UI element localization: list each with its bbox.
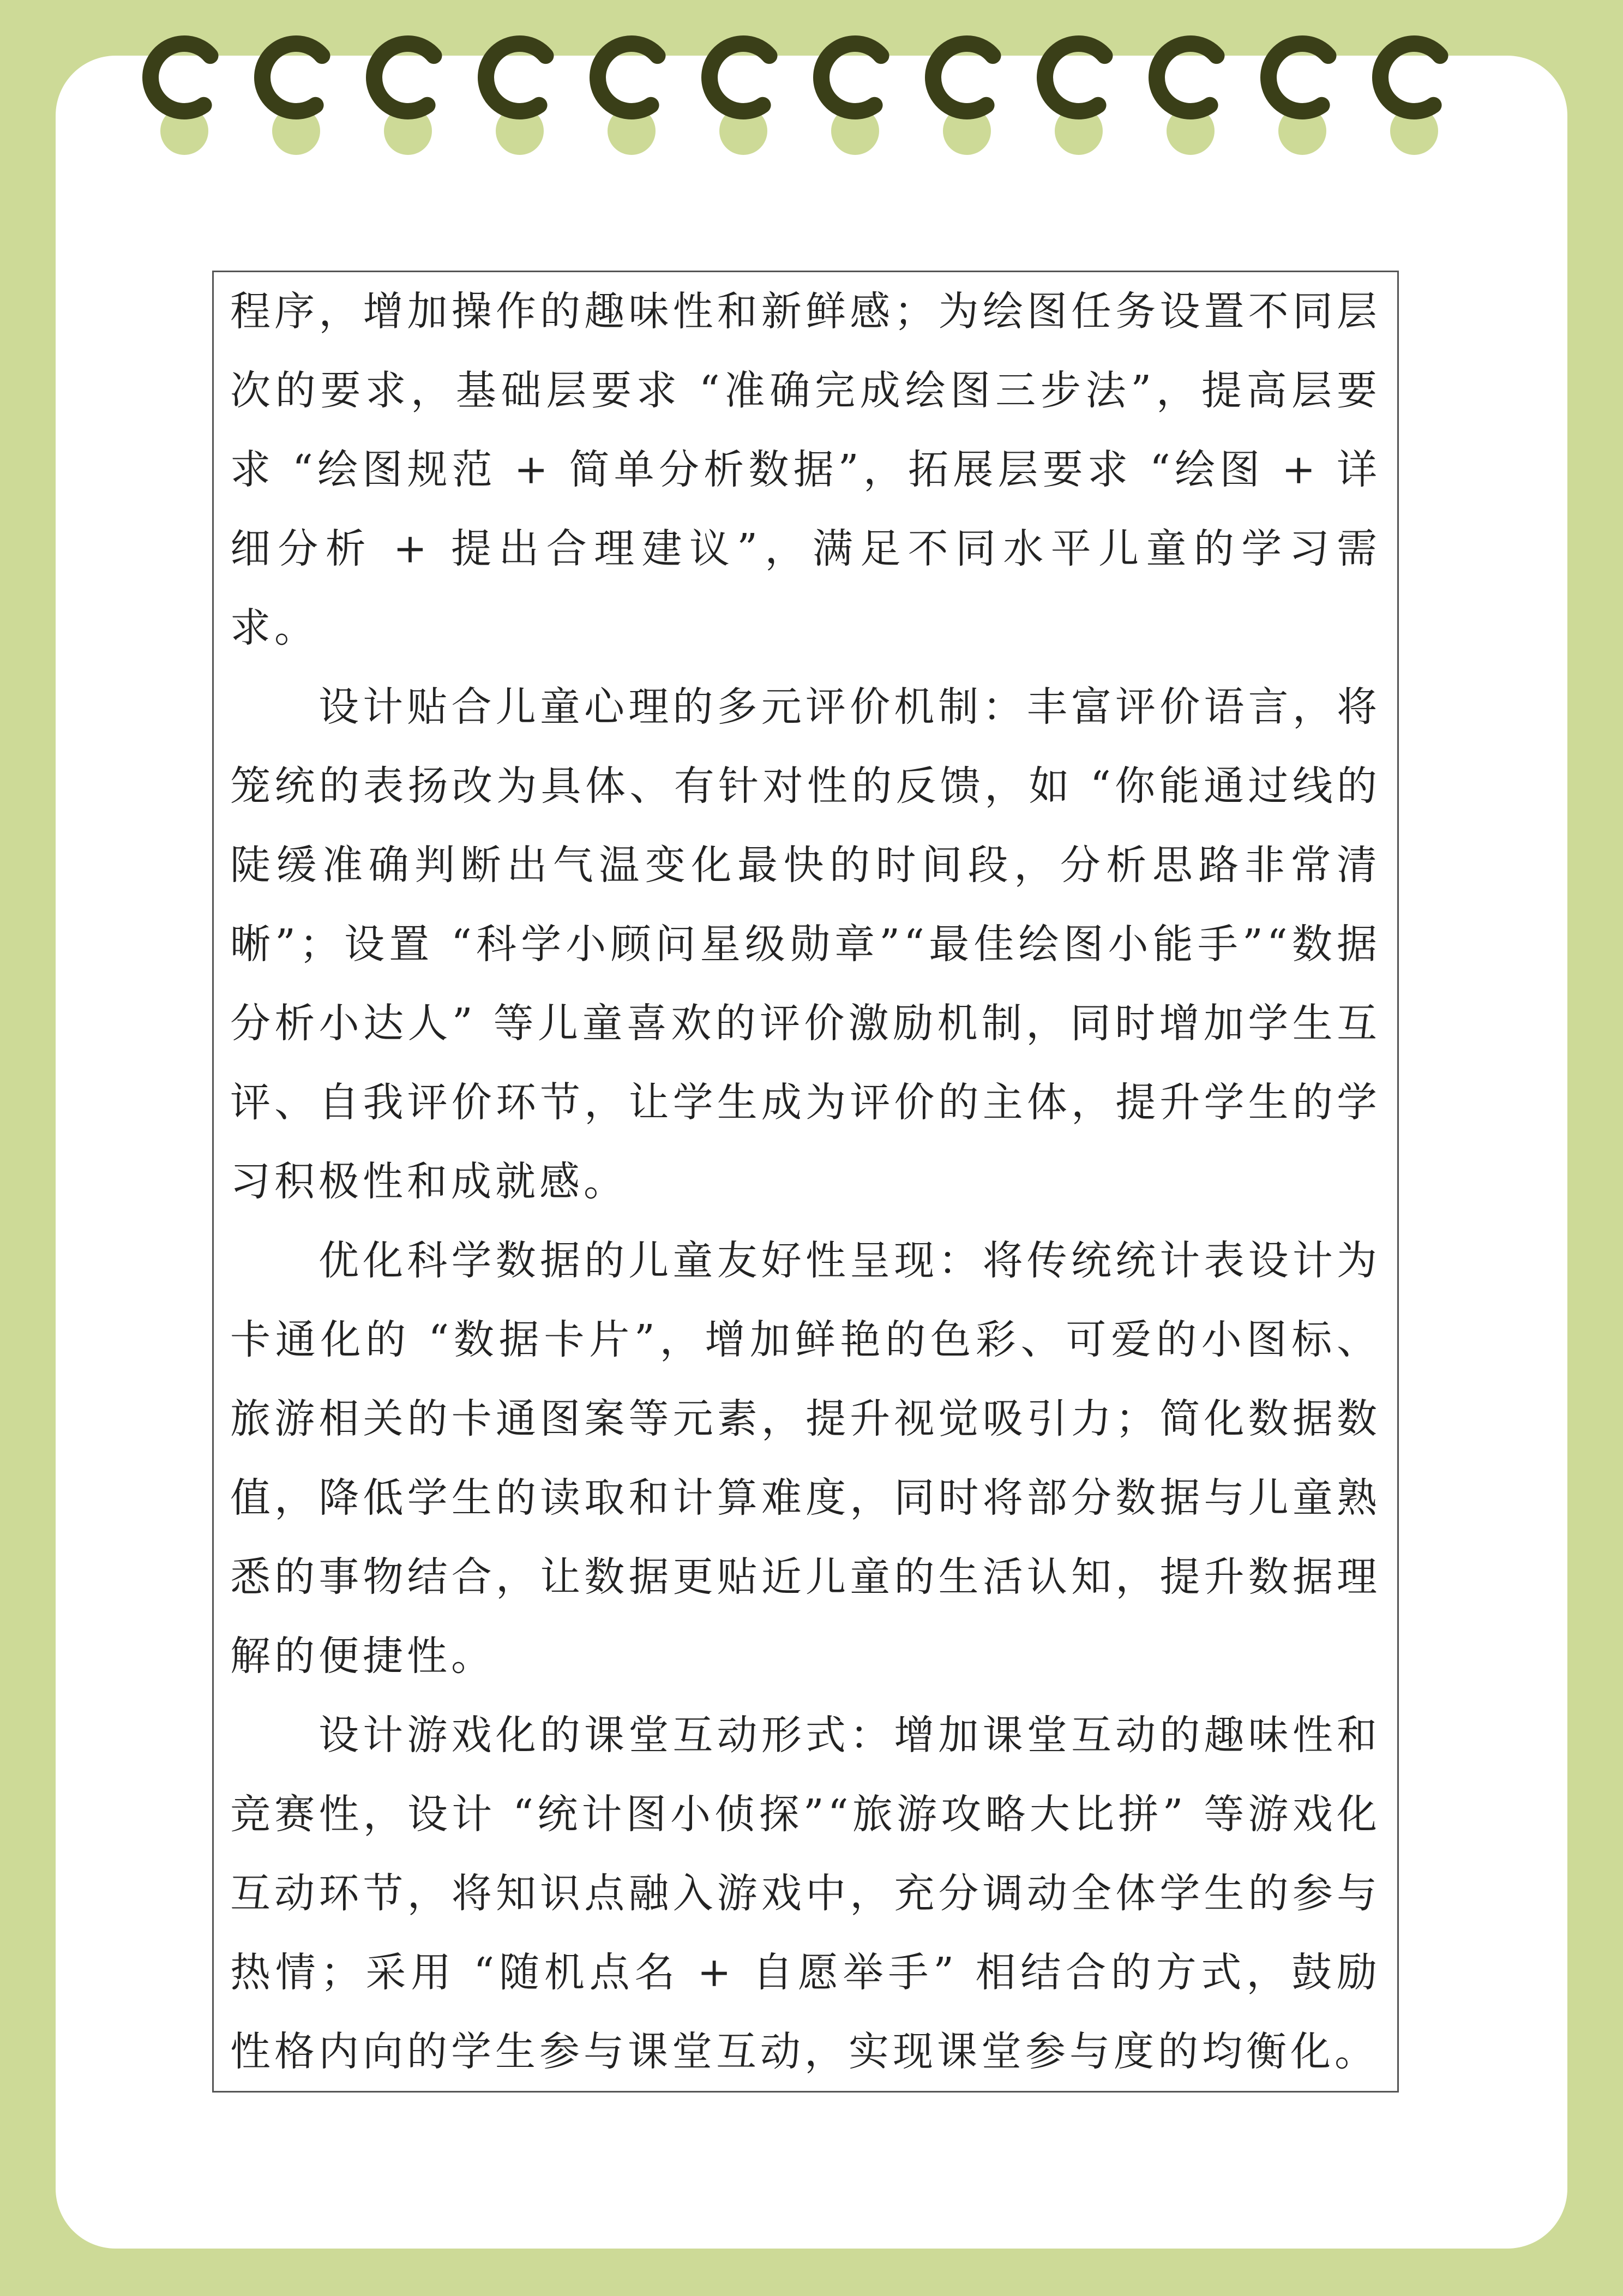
paragraph-classroom-interaction: 设计游戏化的课堂互动形式：增加课堂互动的趣味性和竞赛性，设计 “统计图小侦探”“旅游攻略大比拼” 等游戏化互动环节，将知识点融入游戏中，充分调动全体学生的参与热情；采用 “随机点名 + 自愿举手” 相结合的方式，鼓励性格内向的学生参与课堂互动，实现课堂参与度的均衡化。 bbox=[230, 1712, 1381, 2075]
paragraph-evaluation-mechanism: 设计贴合儿童心理的多元评价机制：丰富评价语言，将笼统的表扬改为具体、有针对性的反馈，如 “你能通过线的陡缓准确判断出气温变化最快的时间段，分析思路非常清晰”；设置 “科学小顾问星级勋章”“最佳绘图小能手”“数据分析小达人” 等儿童喜欢的评价激励机制，同时增加学生互评、自我评价环节，让学生成为评价的主体，提升学生的学习积极性和成就感。 bbox=[230, 684, 1381, 1205]
paragraph-continuation: 程序，增加操作的趣味性和新鲜感；为绘图任务设置不同层次的要求，基础层要求 “准确完成绘图三步法”，提高层要求 “绘图规范 + 简单分析数据”，拓展层要求 “绘图 + 详细分析 + 提出合理建议”，满足不同水平儿童的学习需求。 bbox=[230, 288, 1381, 651]
text-frame bbox=[212, 271, 1399, 2093]
paragraph-data-presentation: 优化科学数据的儿童友好性呈现：将传统统计表设计为卡通化的 “数据卡片”，增加鲜艳的色彩、可爱的小图标、旅游相关的卡通图案等元素，提升视觉吸引力；简化数据数值，降低学生的读取和计算难度，同时将部分数据与儿童熟悉的事物结合，让数据更贴近儿童的生活认知，提升数据理解的便捷性。 bbox=[230, 1237, 1381, 1680]
